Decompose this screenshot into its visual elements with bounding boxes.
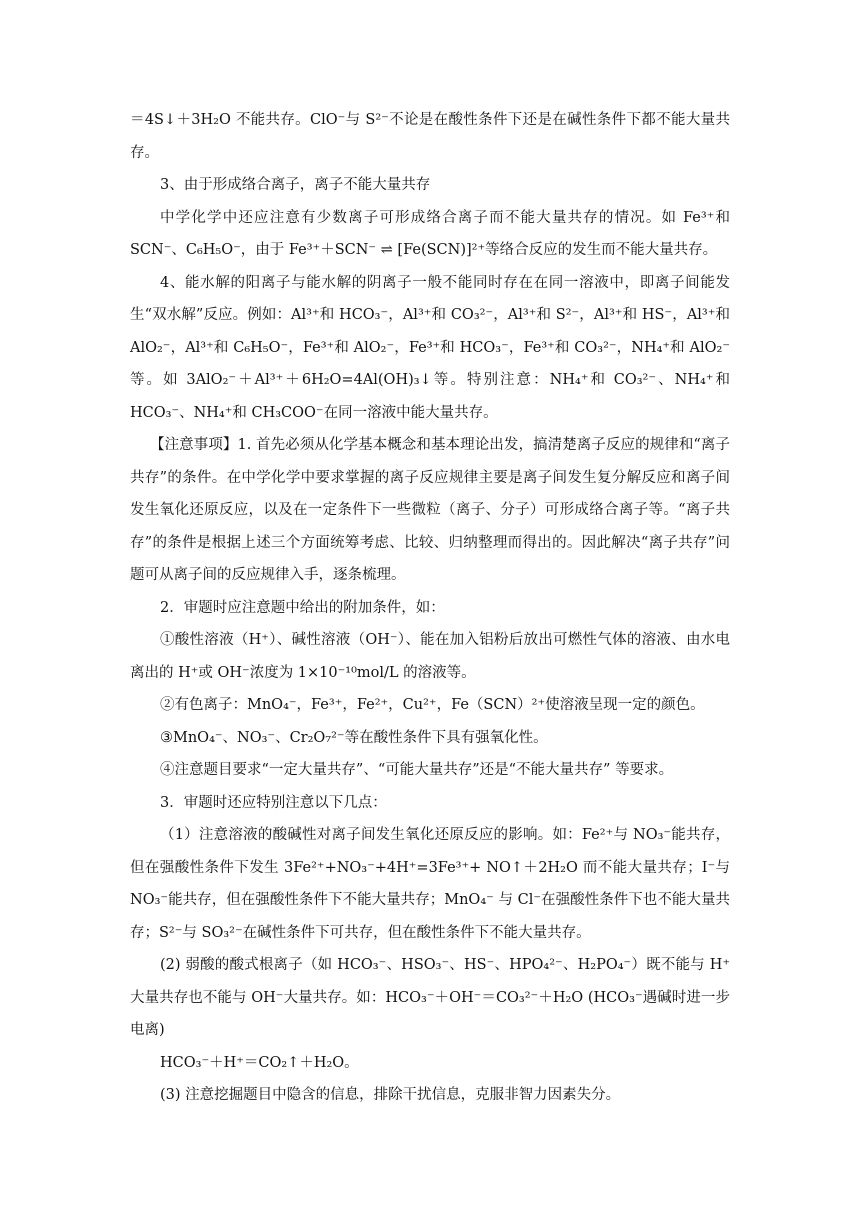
paragraph-notes: 【注意事项】1. 首先必须从化学基本概念和基本理论出发，搞清楚离子反应的规律和“离子共存”的条件。在中学化学中要求掌握的离子反应规律主要是离子间发生复分解反应和离子间发生氧化还原反应，以及在一定条件下一些微粒（离子、分子）可形成络合离子等。“离子共存”的条件是根据上述三个方面统筹考虑、比较、归纳整理而得出的。因此解决“离子共存”问题可从离子间的反应规律入手，逐条梳理。	[130, 437, 730, 583]
paragraph-double-hydrolysis: 4、能水解的阳离子与能水解的阴离子一般不能同时存在在同一溶液中，即离子间能发生“双水解”反应。例如：Al³⁺和 HCO₃⁻，Al³⁺和 CO₃²⁻，Al³⁺和 S²⁻，Al³⁺和 HS⁻，Al³⁺和 AlO₂⁻，Al³⁺和 C₆H₅O⁻，Fe³⁺和 AlO₂⁻，Fe³⁺和 HCO₃⁻，Fe³⁺和 CO₃²⁻，NH₄⁺和 AlO₂⁻等。如 3AlO₂⁻＋Al³⁺＋6H₂O=4Al(OH)₃↓等。特别注意：NH₄⁺和 CO₃²⁻、NH₄⁺和 HCO₃⁻、NH₄⁺和 CH₃COO⁻在同一溶液中能大量共存。	[130, 274, 730, 421]
paragraph-condition-2: ②有色离子：MnO₄⁻，Fe³⁺，Fe²⁺，Cu²⁺，Fe（SCN）²⁺使溶液呈现一定的颜色。	[160, 697, 705, 713]
paragraph-condition-4: ④注意题目要求“一定大量共存”、“可能大量共存”还是“不能大量共存” 等要求。	[160, 762, 674, 778]
paragraph-point-2: (2) 弱酸的酸式根离子（如 HCO₃⁻、HSO₃⁻、HS⁻、HPO₄²⁻、H₂PO₄⁻）既不能与 H⁺大量共存也不能与 OH⁻大量共存。如：HCO₃⁻＋OH⁻＝CO₃²⁻＋H₂O (HCO₃⁻遇碱时进一步电离)	[130, 957, 730, 1038]
heading-3-complex-ions: 3、由于形成络合离子，离子不能大量共存	[160, 177, 431, 193]
paragraph-point-3: (3) 注意挖掘题目中隐含的信息，排除干扰信息，克服非智力因素失分。	[160, 1087, 621, 1103]
paragraph-note-2: 2．审题时应注意题中给出的附加条件，如：	[160, 599, 445, 616]
document-body	[130, 104, 730, 1112]
paragraph-condition-1: ①酸性溶液（H⁺）、碱性溶液（OH⁻）、能在加入铝粉后放出可燃性气体的溶液、由水电离出的 H⁺或 OH⁻浓度为 1×10⁻¹⁰mol/L 的溶液等。	[130, 632, 730, 681]
paragraph-1: ＝4S↓＋3H₂O 不能共存。ClO⁻与 S²⁻不论是在酸性条件下还是在碱性条件下都不能大量共存。	[130, 112, 730, 161]
paragraph-point-2-equation: HCO₃⁻＋H⁺＝CO₂↑＋H₂O。	[160, 1054, 359, 1071]
paragraph-condition-3: ③MnO₄⁻、NO₃⁻、Cr₂O₇²⁻等在酸性条件下具有强氧化性。	[160, 729, 548, 746]
paragraph-note-3: 3．审题时还应特别注意以下几点：	[160, 794, 387, 811]
paragraph-complex-ions: 中学化学中还应注意有少数离子可形成络合离子而不能大量共存的情况。如 Fe³⁺和 SCN⁻、C₆H₅O⁻，由于 Fe³⁺＋SCN⁻ ⇌ [Fe(SCN)]²⁺等络合反应的发生而不能大量共存。	[130, 209, 730, 258]
paragraph-point-1: （1）注意溶液的酸碱性对离子间发生氧化还原反应的影响。如：Fe²⁺与 NO₃⁻能共存，但在强酸性条件下发生 3Fe²⁺+NO₃⁻+4H⁺=3Fe³⁺+ NO↑＋2H₂O 而不能大量共存；I⁻与 NO₃⁻能共存，但在强酸性条件下不能大量共存；MnO₄⁻ 与 Cl⁻在强酸性条件下也不能大量共存；S²⁻与 SO₃²⁻在碱性条件下可共存，但在酸性条件下不能大量共存。	[130, 827, 730, 941]
